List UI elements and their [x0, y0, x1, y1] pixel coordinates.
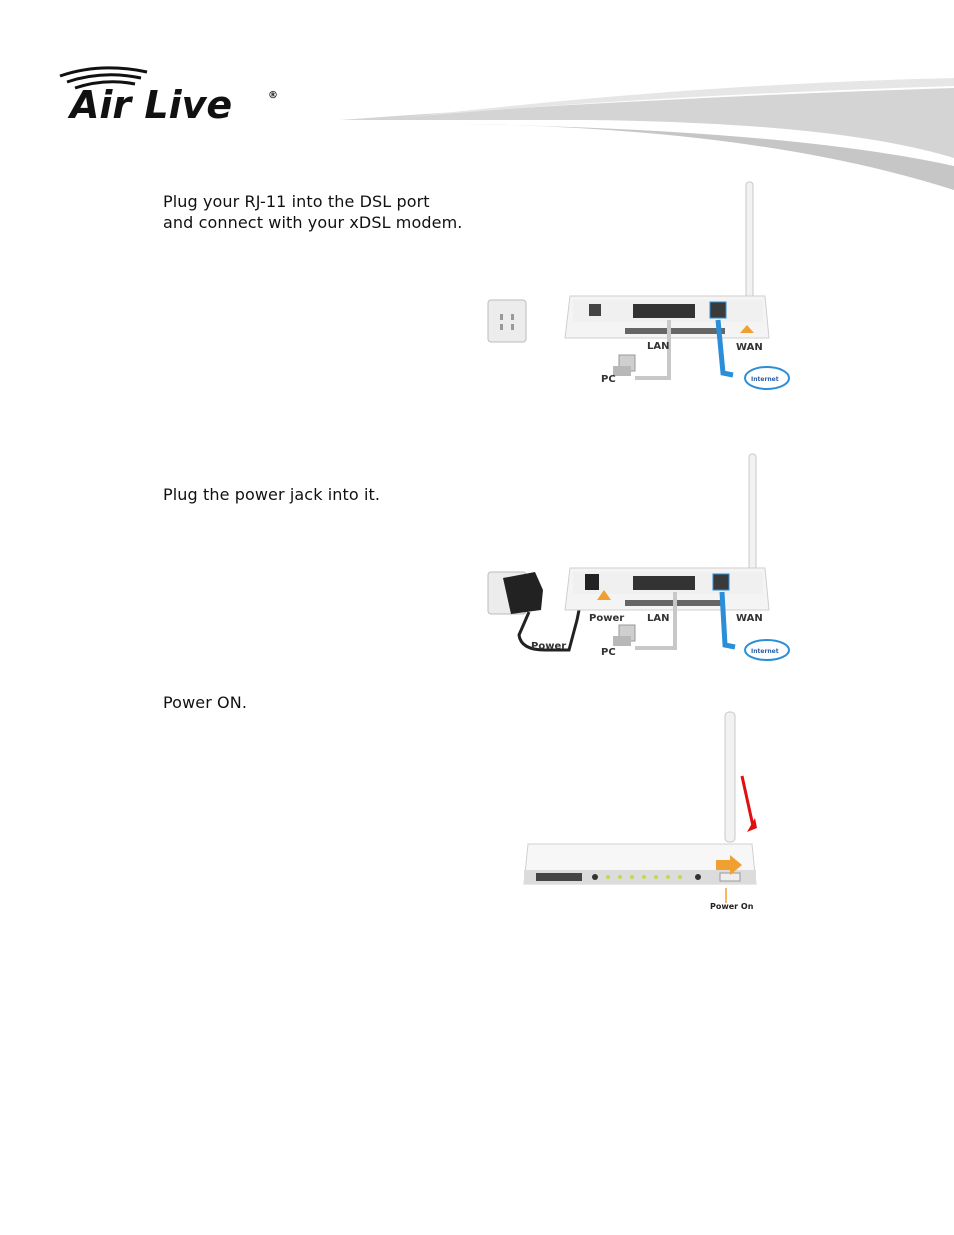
router-back-panel	[565, 568, 769, 610]
svg-text:Internet: Internet	[751, 648, 779, 655]
lan-label: LAN	[647, 613, 670, 624]
computer-icon	[613, 355, 635, 376]
internet-cloud-icon	[745, 640, 789, 660]
lan-label: LAN	[647, 341, 670, 352]
red-arrow-icon	[742, 776, 753, 826]
step-2-diagram	[485, 450, 790, 665]
power-port-label: Power	[589, 613, 625, 624]
wan-label: WAN	[736, 613, 763, 624]
internet-cloud-icon	[745, 367, 789, 389]
airlive-logo	[55, 60, 285, 130]
wall-outlet-icon	[488, 300, 526, 342]
step-2-text: Plug the power jack into it.	[163, 485, 381, 504]
pc-label: PC	[601, 647, 616, 658]
pc-label: PC	[601, 374, 616, 385]
step-3-diagram	[520, 708, 770, 918]
registered-mark: ®	[268, 90, 278, 101]
power-on-label: Power On	[710, 902, 754, 911]
step-1-diagram	[485, 178, 790, 398]
svg-text:Internet: Internet	[751, 376, 779, 383]
power-cable-label: Power	[531, 641, 567, 652]
wan-label: WAN	[736, 342, 763, 353]
logo-text: Air Live	[70, 83, 233, 127]
step-3-text: Power ON.	[163, 693, 248, 712]
step-1-text: Plug your RJ-11 into the DSL port and connect with your xDSL modem.	[163, 192, 463, 232]
antenna-icon	[725, 712, 735, 842]
computer-icon	[613, 625, 635, 646]
antenna-icon	[749, 454, 756, 574]
